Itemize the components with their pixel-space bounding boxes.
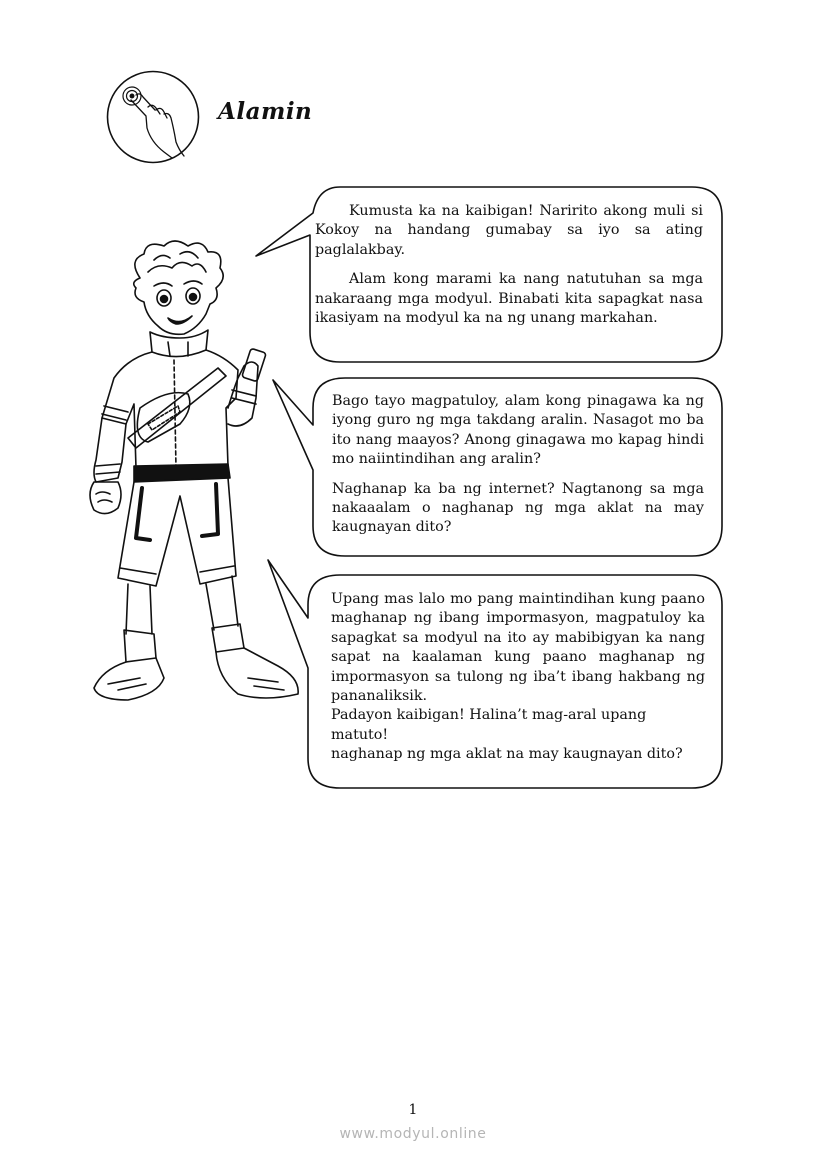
bubble3-paragraph-2: Padayon kaibigan! Halina’t mag-aral upang matuto! bbox=[331, 707, 647, 743]
bubble1-paragraph-2: Alam kong marami ka nang natutuhan sa mga nakaraang mga modyul. Binabati kita sapagkat nasa ikasiyam na modyul ka na ng unang markahan. bbox=[315, 271, 703, 327]
speech-bubble-2-text bbox=[332, 392, 704, 538]
section-title: Alamin bbox=[218, 98, 313, 125]
speech-bubble-1-text bbox=[315, 202, 703, 328]
watermark: www.modyul.online bbox=[339, 1126, 487, 1142]
bubble3-paragraph-1: Upang mas lalo mo pang maintindihan kung paano maghanap ng ibang impormasyon, magpatuloy ka sapagkat sa modyul na ito ay mabibigyan ka nang sapat na kaalaman kung paano maghanap ng impormasyon sa tulong ng iba’t ibang hakbang ng pananaliksik. bbox=[331, 591, 705, 705]
kokoy-cartoon-boy-illustration bbox=[88, 238, 304, 708]
bubble3-paragraph-3: naghanap ng mga aklat na may kaugnayan dito? bbox=[331, 746, 683, 763]
bubble2-paragraph-2: Naghanap ka ba ng internet? Nagtanong sa mga nakaaalam o naghanap ng mga aklat na may kaugnayan dito? bbox=[332, 480, 704, 536]
bubble1-paragraph-1: Kumusta ka na kaibigan! Naririto akong muli si Kokoy na handang gumabay sa iyo sa ating paglalakbay. bbox=[315, 203, 703, 258]
page-number: 1 bbox=[408, 1102, 418, 1118]
speech-bubble-3-text bbox=[331, 590, 705, 765]
bubble2-paragraph-1: Bago tayo magpatuloy, alam kong pinagawa ka ng iyong guro ng mga takdang aralin. Nasagot mo ba ito nang maayos? Anong ginagawa mo kapag hindi mo naiintindihan ang aralin? bbox=[332, 393, 704, 468]
